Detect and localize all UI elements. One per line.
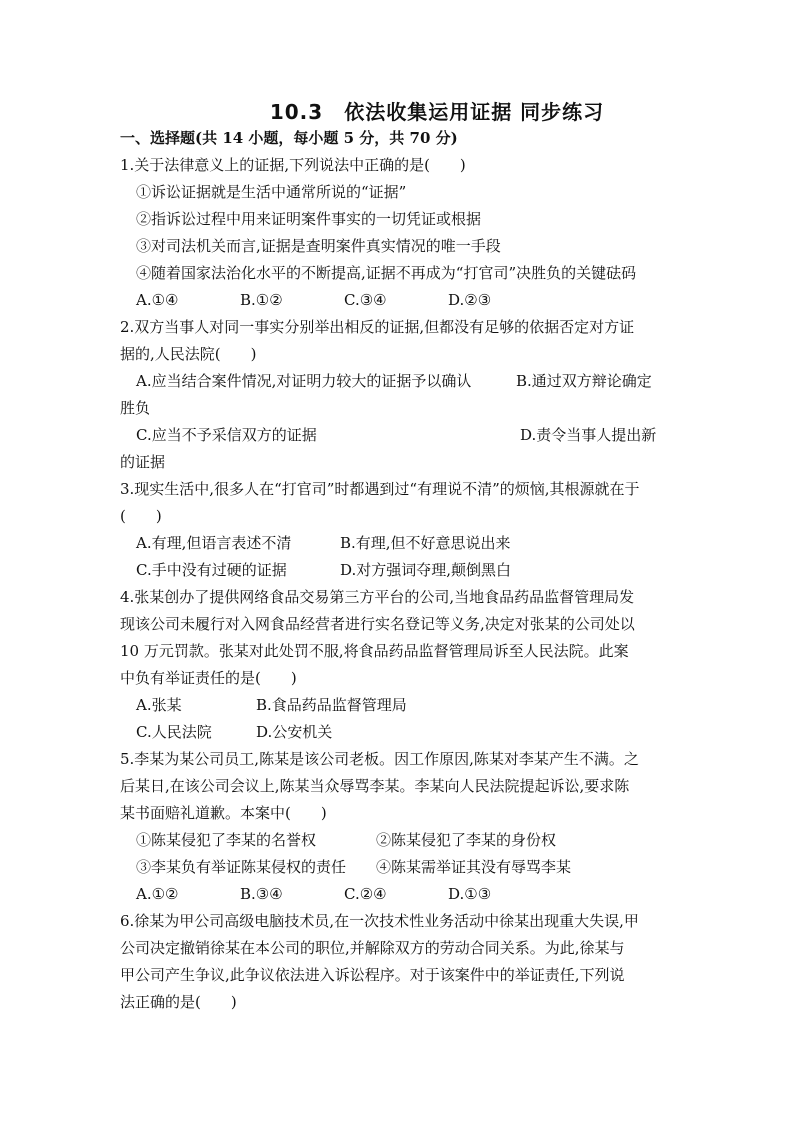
question-stem: 2.双方当事人对同一事实分别举出相反的证据,但都没有足够的依据否定对方证 bbox=[120, 318, 635, 336]
option-b[interactable]: B.③④ bbox=[240, 885, 283, 903]
answer-options bbox=[120, 692, 680, 719]
option-c[interactable]: C.应当不予采信双方的证据 bbox=[136, 426, 317, 444]
option-a[interactable]: A.①④ bbox=[136, 291, 179, 309]
option-a[interactable]: A.有理,但语言表述不清 bbox=[136, 534, 292, 552]
question-5 bbox=[120, 746, 680, 908]
answer-options bbox=[120, 368, 680, 395]
question-stem: 后某日,在该公司会议上,陈某当众辱骂李某。李某向人民法院提起诉讼,要求陈 bbox=[120, 777, 630, 795]
statement-item: ②指诉讼过程中用来证明案件事实的一切凭证或根据 bbox=[136, 210, 482, 228]
option-d-continued: 的证据 bbox=[120, 453, 166, 471]
question-stem: ( ) bbox=[120, 507, 162, 525]
question-stem: 1.关于法律意义上的证据,下列说法中正确的是( ) bbox=[120, 156, 466, 174]
answer-options bbox=[120, 719, 680, 746]
question-1 bbox=[120, 152, 680, 314]
question-stem: 5.李某为某公司员工,陈某是该公司老板。因工作原因,陈某对李某产生不满。之 bbox=[120, 750, 639, 768]
option-a[interactable]: A.张某 bbox=[136, 696, 182, 714]
option-c[interactable]: C.手中没有过硬的证据 bbox=[136, 561, 287, 579]
question-stem: 6.徐某为甲公司高级电脑技术员,在一次技术性业务活动中徐某出现重大失误,甲 bbox=[120, 912, 639, 930]
option-c[interactable]: C.②④ bbox=[344, 885, 387, 903]
statement-item: ②陈某侵犯了李某的身份权 bbox=[376, 831, 557, 849]
option-d[interactable]: D.①③ bbox=[448, 885, 492, 903]
answer-options bbox=[120, 881, 680, 908]
option-b[interactable]: B.①② bbox=[240, 291, 283, 309]
option-d[interactable]: D.对方强词夺理,颠倒黑白 bbox=[340, 561, 512, 579]
statement-item: ④陈某需举证其没有辱骂李某 bbox=[376, 858, 572, 876]
option-d[interactable]: D.公安机关 bbox=[256, 723, 333, 741]
question-stem: 某书面赔礼道歉。本案中( ) bbox=[120, 804, 327, 822]
statement-row bbox=[120, 827, 680, 854]
option-d[interactable]: D.责令当事人提出新 bbox=[520, 426, 657, 444]
question-stem: 现该公司未履行对入网食品经营者进行实名登记等义务,决定对张某的公司处以 bbox=[120, 615, 635, 633]
option-a[interactable]: A.应当结合案件情况,对证明力较大的证据予以确认 bbox=[136, 372, 472, 390]
statement-row bbox=[120, 854, 680, 881]
page-title: 10.3 依法收集运用证据 同步练习 bbox=[269, 100, 605, 124]
answer-options bbox=[120, 287, 680, 314]
question-stem: 4.张某创办了提供网络食品交易第三方平台的公司,当地食品药品监督管理局发 bbox=[120, 588, 635, 606]
question-stem: 中负有举证责任的是( ) bbox=[120, 669, 297, 687]
question-stem: 法正确的是( ) bbox=[120, 993, 237, 1011]
option-b[interactable]: B.通过双方辩论确定 bbox=[516, 372, 652, 390]
statement-item: ①诉讼证据就是生活中通常所说的“证据” bbox=[136, 183, 407, 201]
statement-item: ①陈某侵犯了李某的名誉权 bbox=[136, 831, 317, 849]
statement-item: ③对司法机关而言,证据是查明案件真实情况的唯一手段 bbox=[136, 237, 501, 255]
question-6 bbox=[120, 908, 680, 1016]
answer-options bbox=[120, 422, 680, 449]
statement-item: ④随着国家法治化水平的不断提高,证据不再成为“打官司”决胜负的关键砝码 bbox=[136, 264, 637, 282]
option-d[interactable]: D.②③ bbox=[448, 291, 492, 309]
question-stem: 10 万元罚款。张某对此处罚不服,将食品药品监督管理局诉至人民法院。此案 bbox=[120, 642, 629, 660]
statement-item: ③李某负有举证陈某侵权的责任 bbox=[136, 858, 347, 876]
worksheet-body bbox=[120, 125, 680, 1016]
section-heading: 一、选择题(共 14 小题，每小题 5 分，共 70 分) bbox=[120, 129, 458, 147]
question-2 bbox=[120, 314, 680, 476]
answer-options bbox=[120, 530, 680, 557]
question-3 bbox=[120, 476, 680, 584]
answer-options bbox=[120, 557, 680, 584]
question-stem: 3.现实生活中,很多人在“打官司”时都遇到过“有理说不清”的烦恼,其根源就在于 bbox=[120, 480, 640, 498]
option-c[interactable]: C.③④ bbox=[344, 291, 387, 309]
option-b-continued: 胜负 bbox=[120, 399, 151, 417]
question-stem: 甲公司产生争议,此争议依法进入诉讼程序。对于该案件中的举证责任,下列说 bbox=[120, 966, 625, 984]
option-a[interactable]: A.①② bbox=[136, 885, 179, 903]
question-stem: 公司决定撤销徐某在本公司的职位,并解除双方的劳动合同关系。为此,徐某与 bbox=[120, 939, 625, 957]
option-b[interactable]: B.食品药品监督管理局 bbox=[256, 696, 407, 714]
question-stem: 据的,人民法院( ) bbox=[120, 345, 257, 363]
option-c[interactable]: C.人民法院 bbox=[136, 723, 212, 741]
question-4 bbox=[120, 584, 680, 746]
option-b[interactable]: B.有理,但不好意思说出来 bbox=[340, 534, 511, 552]
